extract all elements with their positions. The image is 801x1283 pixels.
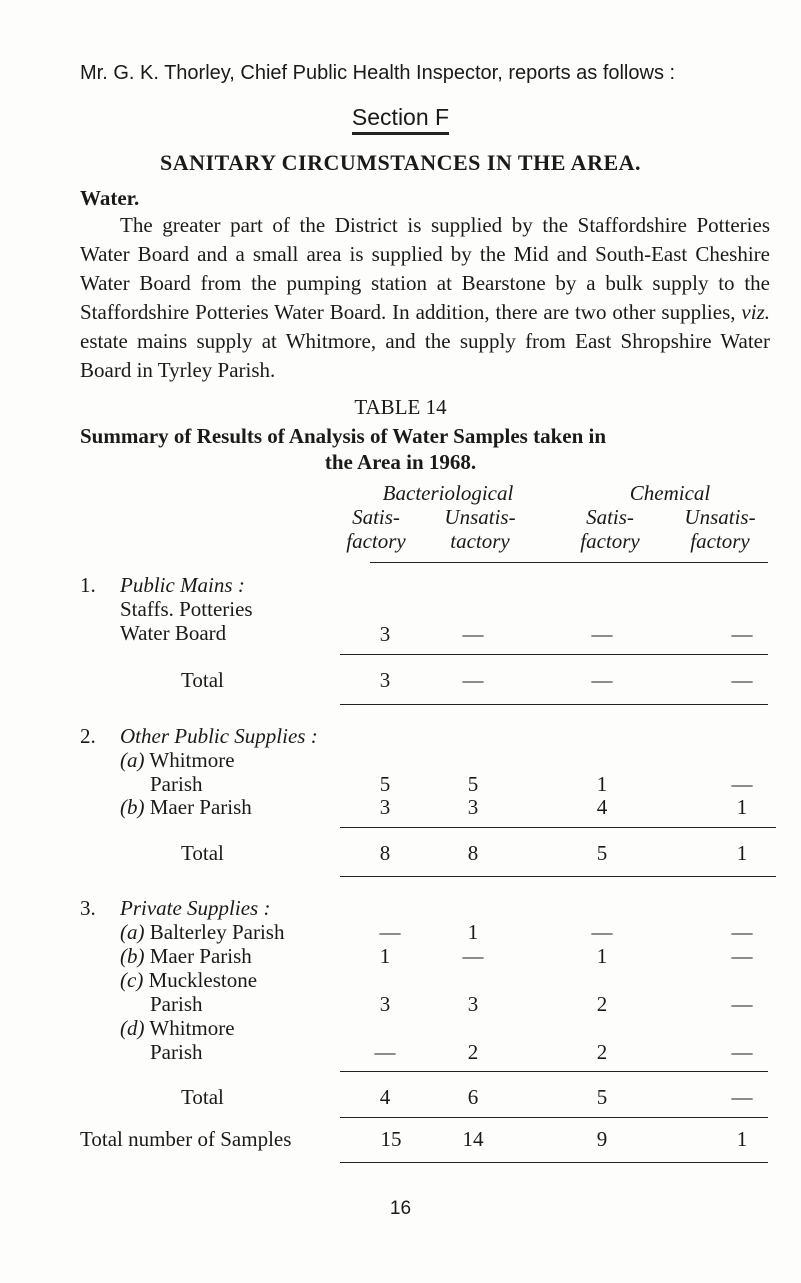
- sec1-total-cell: —: [731, 668, 753, 692]
- sec2-a-cell: 5: [467, 772, 479, 796]
- sec3-b-cell: —: [462, 944, 484, 968]
- sec3-b-cell: 1: [379, 944, 391, 968]
- sec2-total-cell: 1: [736, 841, 748, 865]
- grand-total-rule: [340, 1162, 768, 1163]
- sec2-b-cell: 4: [596, 795, 608, 819]
- sec3-c-line1: Mucklestone: [148, 968, 258, 992]
- sec1-cell: —: [591, 622, 613, 646]
- sec2-a-cell: —: [731, 772, 753, 796]
- sec1-total-cell: 3: [379, 668, 391, 692]
- sec2-a-tag: (a): [120, 748, 145, 772]
- sec3-c-cell: 3: [467, 992, 479, 1016]
- section-heading: [0, 104, 801, 131]
- sec3-b-label: Maer Parish: [149, 944, 252, 968]
- sec1-total-label: Total: [181, 668, 224, 692]
- sec1-item-line1: Staffs. Potteries: [120, 597, 253, 621]
- sec3-d-cell: —: [374, 1040, 396, 1064]
- sec1-cell: —: [462, 622, 484, 646]
- sec2-a-cell: 1: [596, 772, 608, 796]
- header-chem-unsatis-1: Unsatis-: [684, 505, 756, 529]
- paragraph-part2: estate mains supply at Whitmore, and the supply from East Shropshire Water Board in Tyrley Parish.: [80, 329, 770, 382]
- sec2-a-line2: Parish: [150, 772, 203, 796]
- sec2-total-label: Total: [181, 841, 224, 865]
- sec3-total-cell: 4: [379, 1085, 391, 1109]
- sec3-b-tag: (b): [120, 944, 145, 968]
- sec3-a-tag: (a): [120, 920, 145, 944]
- sec3-d-cell: 2: [467, 1040, 479, 1064]
- sec1-title: Public Mains :: [120, 573, 245, 597]
- sec3-d-tag: (d): [120, 1016, 145, 1040]
- sec1-item-line2: Water Board: [120, 621, 227, 645]
- sec1-cell: 3: [379, 622, 391, 646]
- sec2-total-cell: 5: [596, 841, 608, 865]
- sec3-c-cell: 3: [379, 992, 391, 1016]
- sec1-number: 1.: [80, 573, 96, 597]
- sec2-a-line1: Whitmore: [149, 748, 235, 772]
- header-bact-satis-1: Satis-: [352, 505, 400, 529]
- sec3-title: Private Supplies :: [120, 896, 271, 920]
- sec3-total-cell: 6: [467, 1085, 479, 1109]
- header-bact-unsatis-2: tactory: [450, 529, 510, 553]
- grand-total-cell: 15: [380, 1127, 402, 1151]
- sec3-rule-top: [340, 1071, 768, 1072]
- header-chemical: Chemical: [629, 481, 711, 505]
- sec1-total-cell: —: [462, 668, 484, 692]
- grand-total-cell: 1: [736, 1127, 748, 1151]
- intro-line: Mr. G. K. Thorley, Chief Public Health Inspector, reports as follows :: [80, 62, 676, 84]
- header-chem-satis-1: Satis-: [586, 505, 634, 529]
- header-bact-satis-2: factory: [346, 529, 406, 553]
- header-rule: [370, 562, 768, 563]
- sec2-b-cell: 1: [736, 795, 748, 819]
- sec3-a-cell: —: [379, 920, 401, 944]
- table-title-line2: the Area in 1968.: [324, 450, 477, 474]
- section-title: SANITARY CIRCUMSTANCES IN THE AREA.: [159, 150, 642, 175]
- sec3-a-cell: —: [591, 920, 613, 944]
- sec1-rule-bottom: [340, 704, 768, 705]
- header-chem-satis-2: factory: [580, 529, 640, 553]
- page-number: 16: [389, 1198, 412, 1219]
- header-bacteriological: Bacteriological: [382, 481, 514, 505]
- sec2-b-tag: (b): [120, 795, 145, 819]
- paragraph-part1: The greater part of the District is supplied by the Staffordshire Potteries Water Board and a small area is supplied by the Mid and South-East Cheshire Water Board from the pumping station at Bearstone by a bulk supply to the Staffordshire Potteries Water Board. In addition, there are two other supplies,: [80, 213, 770, 324]
- water-subheading: Water.: [80, 186, 140, 210]
- sec3-c-line2: Parish: [150, 992, 203, 1016]
- sec3-b-cell: —: [731, 944, 753, 968]
- sec1-total-cell: —: [591, 668, 613, 692]
- table-title-line1: Summary of Results of Analysis of Water Samples taken in: [80, 424, 607, 448]
- water-paragraph: [80, 211, 770, 385]
- sec2-number: 2.: [80, 724, 96, 748]
- sec3-c-tag: (c): [120, 968, 144, 992]
- sec3-total-cell: 5: [596, 1085, 608, 1109]
- sec3-d-line2: Parish: [150, 1040, 203, 1064]
- section-heading-text: Section F: [352, 104, 449, 135]
- paragraph-viz: viz.: [741, 300, 770, 324]
- header-bact-unsatis-1: Unsatis-: [444, 505, 516, 529]
- sec2-rule-bottom: [340, 876, 776, 877]
- sec3-b-cell: 1: [596, 944, 608, 968]
- sec2-title: Other Public Supplies :: [120, 724, 318, 748]
- sec3-c-cell: —: [731, 992, 753, 1016]
- sec2-total-cell: 8: [379, 841, 391, 865]
- sec3-number: 3.: [80, 896, 96, 920]
- header-chem-unsatis-2: factory: [690, 529, 750, 553]
- sec2-b-label: Maer Parish: [149, 795, 252, 819]
- sec3-a-cell: —: [731, 920, 753, 944]
- sec3-a-label: Balterley Parish: [149, 920, 285, 944]
- grand-total-cell: 14: [462, 1127, 484, 1151]
- sec2-b-cell: 3: [467, 795, 479, 819]
- sec1-rule-top: [340, 654, 768, 655]
- sec2-rule-top: [340, 827, 776, 828]
- sec3-rule-bottom: [340, 1117, 768, 1118]
- sec3-d-cell: —: [731, 1040, 753, 1064]
- sec2-b-cell: 3: [379, 795, 391, 819]
- sec3-d-line1: Whitmore: [149, 1016, 235, 1040]
- sec3-d-cell: 2: [596, 1040, 608, 1064]
- sec3-c-cell: 2: [596, 992, 608, 1016]
- grand-total-label: Total number of Samples: [80, 1127, 292, 1151]
- sec3-total-label: Total: [181, 1085, 224, 1109]
- sec3-a-cell: 1: [467, 920, 479, 944]
- sec2-total-cell: 8: [467, 841, 479, 865]
- grand-total-cell: 9: [596, 1127, 608, 1151]
- sec1-cell: —: [731, 622, 753, 646]
- sec3-total-cell: —: [731, 1085, 753, 1109]
- table-label: TABLE 14: [354, 395, 447, 419]
- sec2-a-cell: 5: [379, 772, 391, 796]
